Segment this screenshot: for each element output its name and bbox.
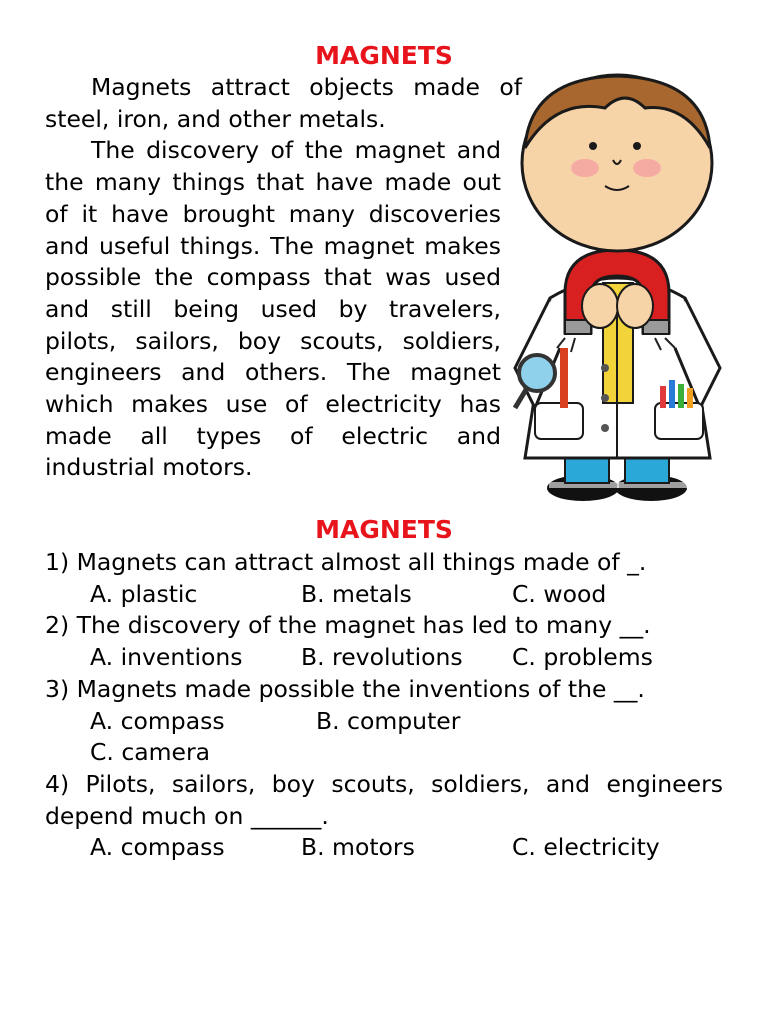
quiz: [45, 547, 723, 864]
option-b: B. revolutions: [301, 643, 463, 672]
option-b: B. computer: [316, 706, 461, 735]
question-options: [45, 579, 723, 611]
question-options: [45, 832, 723, 864]
passage-paragraph-1: Magnets attract objects made of steel, iron, and other metals.: [45, 73, 522, 133]
option-a: A. compass: [90, 706, 225, 735]
option-a: A. inventions: [90, 643, 243, 672]
passage-paragraph-2: The discovery of the magnet and the many things that have made out of it have brought many discoveries and useful things. The magnet makes possible the compass that was used and still being used by travelers, pilots, sailors, boy scouts, soldiers, engineers and others. The magnet which makes use of electricity has made all types of electric and industrial motors.: [45, 136, 501, 482]
option-c: C. problems: [512, 643, 653, 672]
quiz-title: MAGNETS: [315, 515, 453, 544]
question-text: 2) The discovery of the magnet has led to many __.: [45, 611, 651, 640]
question-text: 3) Magnets made possible the inventions of the __.: [45, 674, 645, 703]
question-text: 1) Magnets can attract almost all things made of _.: [45, 548, 647, 576]
question-1: [45, 547, 723, 610]
option-c: C. camera: [90, 738, 211, 767]
question-options: [45, 642, 723, 674]
question-text: 4) Pilots, sailors, boy scouts, soldiers, and engineers depend much on ______.: [45, 769, 723, 830]
question-3: [45, 674, 723, 769]
passage-title: MAGNETS: [315, 41, 453, 70]
option-c: C. electricity: [512, 833, 660, 862]
boy-face-icon: [522, 75, 712, 251]
option-c: C. wood: [512, 579, 607, 608]
option-a: A. compass: [90, 833, 225, 862]
boy-with-magnet-illustration: [505, 68, 730, 513]
question-options: [45, 706, 723, 738]
option-b: B. metals: [301, 579, 412, 608]
question-2: [45, 610, 723, 673]
question-options-row-2: [45, 737, 723, 769]
option-a: A. plastic: [90, 579, 198, 608]
passage-text: [45, 72, 522, 484]
question-4: [45, 769, 723, 864]
option-b: B. motors: [301, 833, 415, 862]
